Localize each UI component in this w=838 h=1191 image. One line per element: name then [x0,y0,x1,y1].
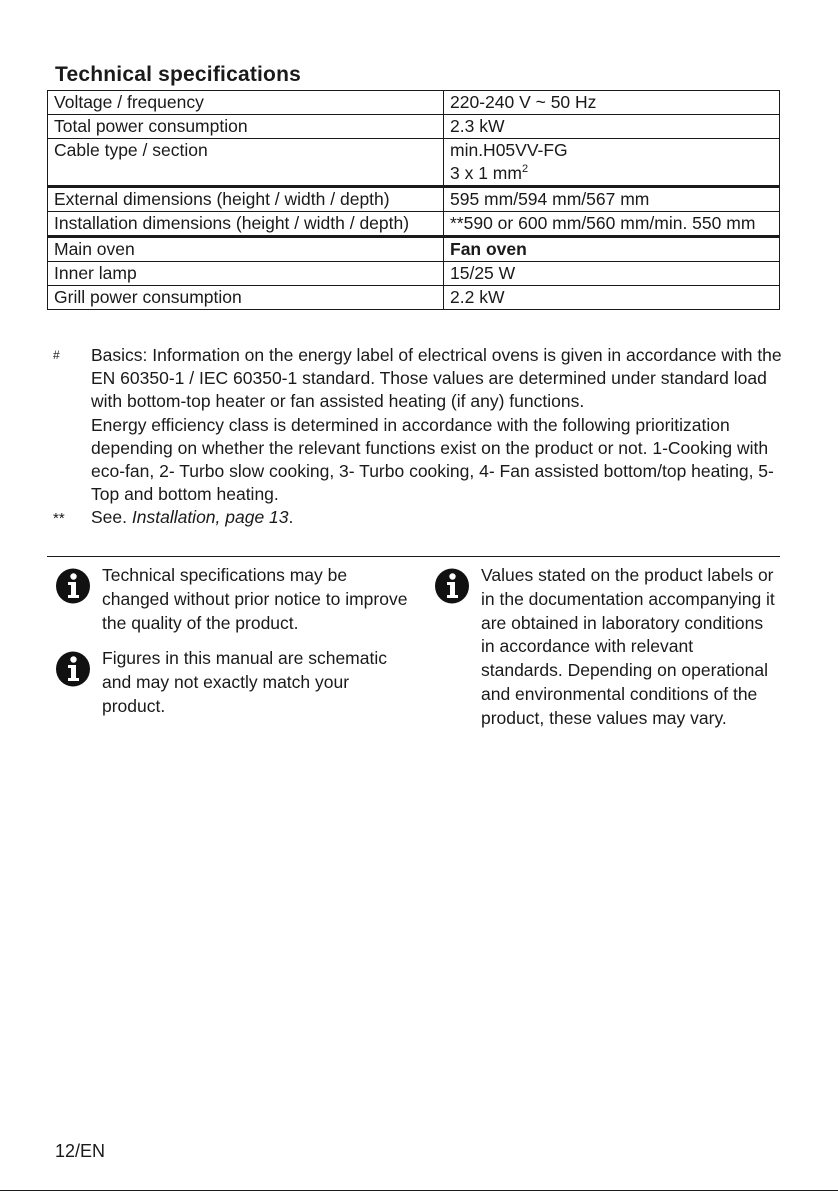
table-row [48,187,780,212]
info-note [55,647,415,718]
spec-label: Grill power consumption [48,286,444,310]
spec-value [444,139,780,187]
table-row [48,262,780,286]
info-icon [55,568,91,604]
spec-label: External dimensions (height / width / depth) [48,187,444,212]
spec-value: 595 mm/594 mm/567 mm [444,187,780,212]
see-note [53,506,783,529]
see-suffix: . [288,507,294,528]
info-note [434,564,779,731]
spec-value: 2.3 kW [444,115,780,139]
table-row [48,237,780,262]
basics-note [53,344,783,506]
info-icon [434,568,470,604]
cable-value-line1: min.H05VV-FG [450,140,568,160]
spec-label: Voltage / frequency [48,91,444,115]
info-text: Values stated on the product labels or in the documentation accompanying it are obtained in laboratory conditions in accordance with relevant standards. Depending on operational and environmental conditions of the product, these values may vary. [481,565,775,728]
table-row [48,139,780,187]
info-text: Technical specifications may be changed without prior notice to improve the quality of the product. [102,565,408,633]
spec-label: Inner lamp [48,262,444,286]
info-note [55,564,415,635]
spec-label: Total power consumption [48,115,444,139]
superscript: 2 [521,163,529,175]
spec-label: Cable type / section [48,139,444,187]
page-number: 12/EN [55,1141,106,1161]
table-row [48,115,780,139]
footnote-mark: # [53,348,60,362]
spec-label: Main oven [48,237,444,262]
footnotes [53,344,783,530]
table-row [48,286,780,310]
spec-value: 2.2 kW [444,286,780,310]
installation-reference: Installation, page 13 [131,507,289,528]
cable-value-text: 3 x 1 mm [450,163,522,183]
see-prefix: See. [91,507,132,528]
spec-value: 220-240 V ~ 50 Hz [444,91,780,115]
spec-label: Installation dimensions (height / width / depth) [48,212,444,237]
see-paragraph [91,506,783,529]
basics-paragraph-2: Energy efficiency class is determined in accordance with the following prioritization depending on whether the relevant functions exist on the product or not. 1-Cooking with eco-fan, 2- Turbo slow cooking, 3- Turbo cooking, 4- Fan assisted bottom/top heating, 5-Top and bottom heating. [91,414,774,505]
table-row [48,91,780,115]
divider [47,556,780,557]
spec-value: Fan oven [444,237,780,262]
footnote-mark: ** [53,510,65,528]
spec-value: **590 or 600 mm/560 mm/min. 550 mm [444,212,780,237]
basics-paragraph-1: Basics: Information on the energy label of electrical ovens is given in accordance with the EN 60350-1 / IEC 60350-1 standard. Those values are determined under standard load with bottom-top heater or fan assisted heating (if any) functions. [91,345,782,412]
specifications-table [47,90,780,310]
info-text: Figures in this manual are schematic and may not exactly match your product. [102,648,387,716]
spec-value: 15/25 W [444,262,780,286]
table-row [48,212,780,237]
info-icon [55,651,91,687]
page-title: Technical specifications [55,63,301,86]
cable-value-line2 [450,162,773,185]
